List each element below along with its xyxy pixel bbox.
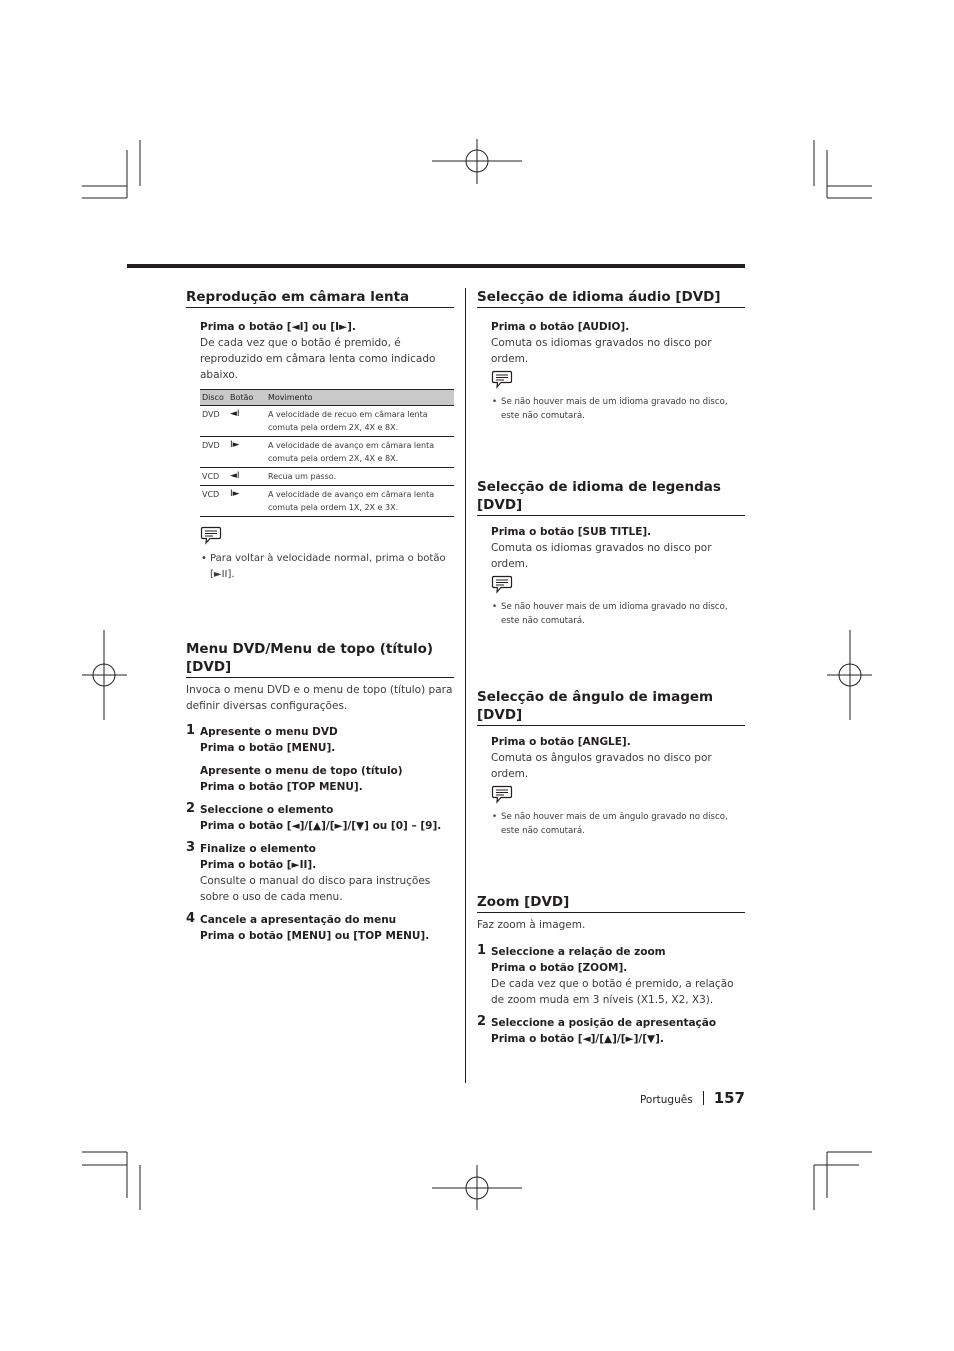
step-heading: Seleccione o elemento [200, 804, 334, 816]
table-cell: ◄I [228, 468, 266, 486]
step-number: 4 [186, 911, 196, 926]
step-3 [186, 841, 454, 905]
step-description: De cada vez que o botão é premido, a relação de zoom muda em 3 níveis (X1.5, X2, X3). [491, 978, 734, 1006]
note-icon [491, 785, 513, 804]
step-number: 2 [186, 801, 196, 816]
table-cell: DVD [200, 437, 228, 468]
step-number: 1 [186, 723, 196, 738]
section-title: Selecção de idioma de legendas [DVD] [477, 478, 745, 516]
table-row [200, 406, 454, 437]
table-header: Disco [200, 390, 228, 406]
instruction: Prima o botão [◄I] ou [I►]. [200, 321, 356, 333]
footer-separator [703, 1091, 704, 1105]
description: De cada vez que o botão é premido, é reproduzido em câmara lenta como indicado abaixo. [200, 337, 436, 381]
note-text: • Se não houver mais de um ângulo gravado no disco, este não comutará. [491, 810, 745, 838]
table-row [200, 486, 454, 517]
page-footer [640, 1089, 745, 1109]
instruction: Prima o botão [AUDIO]. [491, 321, 630, 333]
step-instruction: Prima o botão [►II]. [200, 859, 317, 871]
section-subtitle-language [477, 478, 745, 628]
note-icon [200, 526, 222, 545]
step-instruction: Prima o botão [TOP MENU]. [200, 781, 363, 793]
top-rule [127, 264, 745, 268]
footer-language: Português [639, 1094, 693, 1106]
step-number: 1 [477, 943, 487, 958]
table-cell: VCD [200, 486, 228, 517]
description: Invoca o menu DVD e o menu de topo (título) para definir diversas configurações. [186, 684, 453, 712]
step-heading: Apresente o menu de topo (título) [200, 765, 403, 777]
step-number: 2 [477, 1014, 487, 1029]
table-cell: DVD [200, 406, 228, 437]
description: Comuta os idiomas gravados no disco por ordem. [491, 337, 712, 365]
description: Faz zoom à imagem. [477, 919, 586, 931]
step-4 [186, 912, 454, 944]
table-cell: A velocidade de recuo em câmara lenta comuta pela ordem 2X, 4X e 8X. [266, 406, 454, 437]
table-cell: I► [228, 437, 266, 468]
section-angle [477, 688, 745, 838]
table-row [200, 437, 454, 468]
section-audio-language [477, 288, 745, 423]
table-cell: ◄I [228, 406, 266, 437]
step-number: 3 [186, 840, 196, 855]
note-icon [491, 370, 513, 389]
step-instruction: Prima o botão [◄]/[▲]/[►]/[▼] ou [0] – [9]. [200, 820, 442, 832]
table-row [200, 468, 454, 486]
instruction: Prima o botão [SUB TITLE]. [491, 526, 652, 538]
step-heading: Finalize o elemento [200, 843, 316, 855]
table-header: Botão [228, 390, 266, 406]
section-title: Selecção de idioma áudio [DVD] [477, 288, 745, 308]
step-heading: Apresente o menu DVD [200, 726, 338, 738]
section-dvd-menu [186, 640, 454, 944]
step-2 [186, 802, 454, 834]
instruction: Prima o botão [ANGLE]. [491, 736, 631, 748]
step-heading: Seleccione a relação de zoom [491, 946, 666, 958]
section-zoom [477, 893, 745, 1047]
table-cell: Recua um passo. [266, 468, 454, 486]
step-description: Consulte o manual do disco para instruções sobre o uso de cada menu. [200, 875, 431, 903]
step-heading: Seleccione a posição de apresentação [491, 1017, 717, 1029]
note-text: • Para voltar à velocidade normal, prima o botão [►II]. [200, 551, 454, 583]
step-instruction: Prima o botão [MENU] ou [TOP MENU]. [200, 930, 430, 942]
table-cell: A velocidade de avanço em câmara lenta comuta pela ordem 1X, 2X e 3X. [266, 486, 454, 517]
section-title: Menu DVD/Menu de topo (título) [DVD] [186, 640, 454, 678]
section-title: Reprodução em câmara lenta [186, 288, 454, 308]
description: Comuta os ângulos gravados no disco por ordem. [491, 752, 712, 780]
note-text: • Se não houver mais de um idioma gravado no disco, este não comutará. [491, 395, 745, 423]
note-icon [491, 575, 513, 594]
table-cell: I► [228, 486, 266, 517]
column-divider [465, 288, 466, 1083]
step-2 [477, 1015, 745, 1047]
slow-motion-table [200, 389, 454, 517]
section-title: Zoom [DVD] [477, 893, 745, 913]
table-cell: A velocidade de avanço em câmara lenta comuta pela ordem 2X, 4X e 8X. [266, 437, 454, 468]
note-text: • Se não houver mais de um idioma gravado no disco, este não comutará. [491, 600, 745, 628]
step-heading: Cancele a apresentação do menu [200, 914, 397, 926]
step-1 [477, 944, 745, 1008]
step-instruction: Prima o botão [◄]/[▲]/[►]/[▼]. [491, 1033, 664, 1045]
page-number: 157 [713, 1089, 745, 1107]
step-1 [186, 724, 454, 795]
description: Comuta os idiomas gravados no disco por ordem. [491, 542, 712, 570]
table-header: Movimento [266, 390, 454, 406]
table-cell: VCD [200, 468, 228, 486]
step-instruction: Prima o botão [ZOOM]. [491, 962, 628, 974]
step-instruction: Prima o botão [MENU]. [200, 742, 336, 754]
section-title: Selecção de ângulo de imagem [DVD] [477, 688, 745, 726]
section-slow-motion [186, 288, 454, 583]
